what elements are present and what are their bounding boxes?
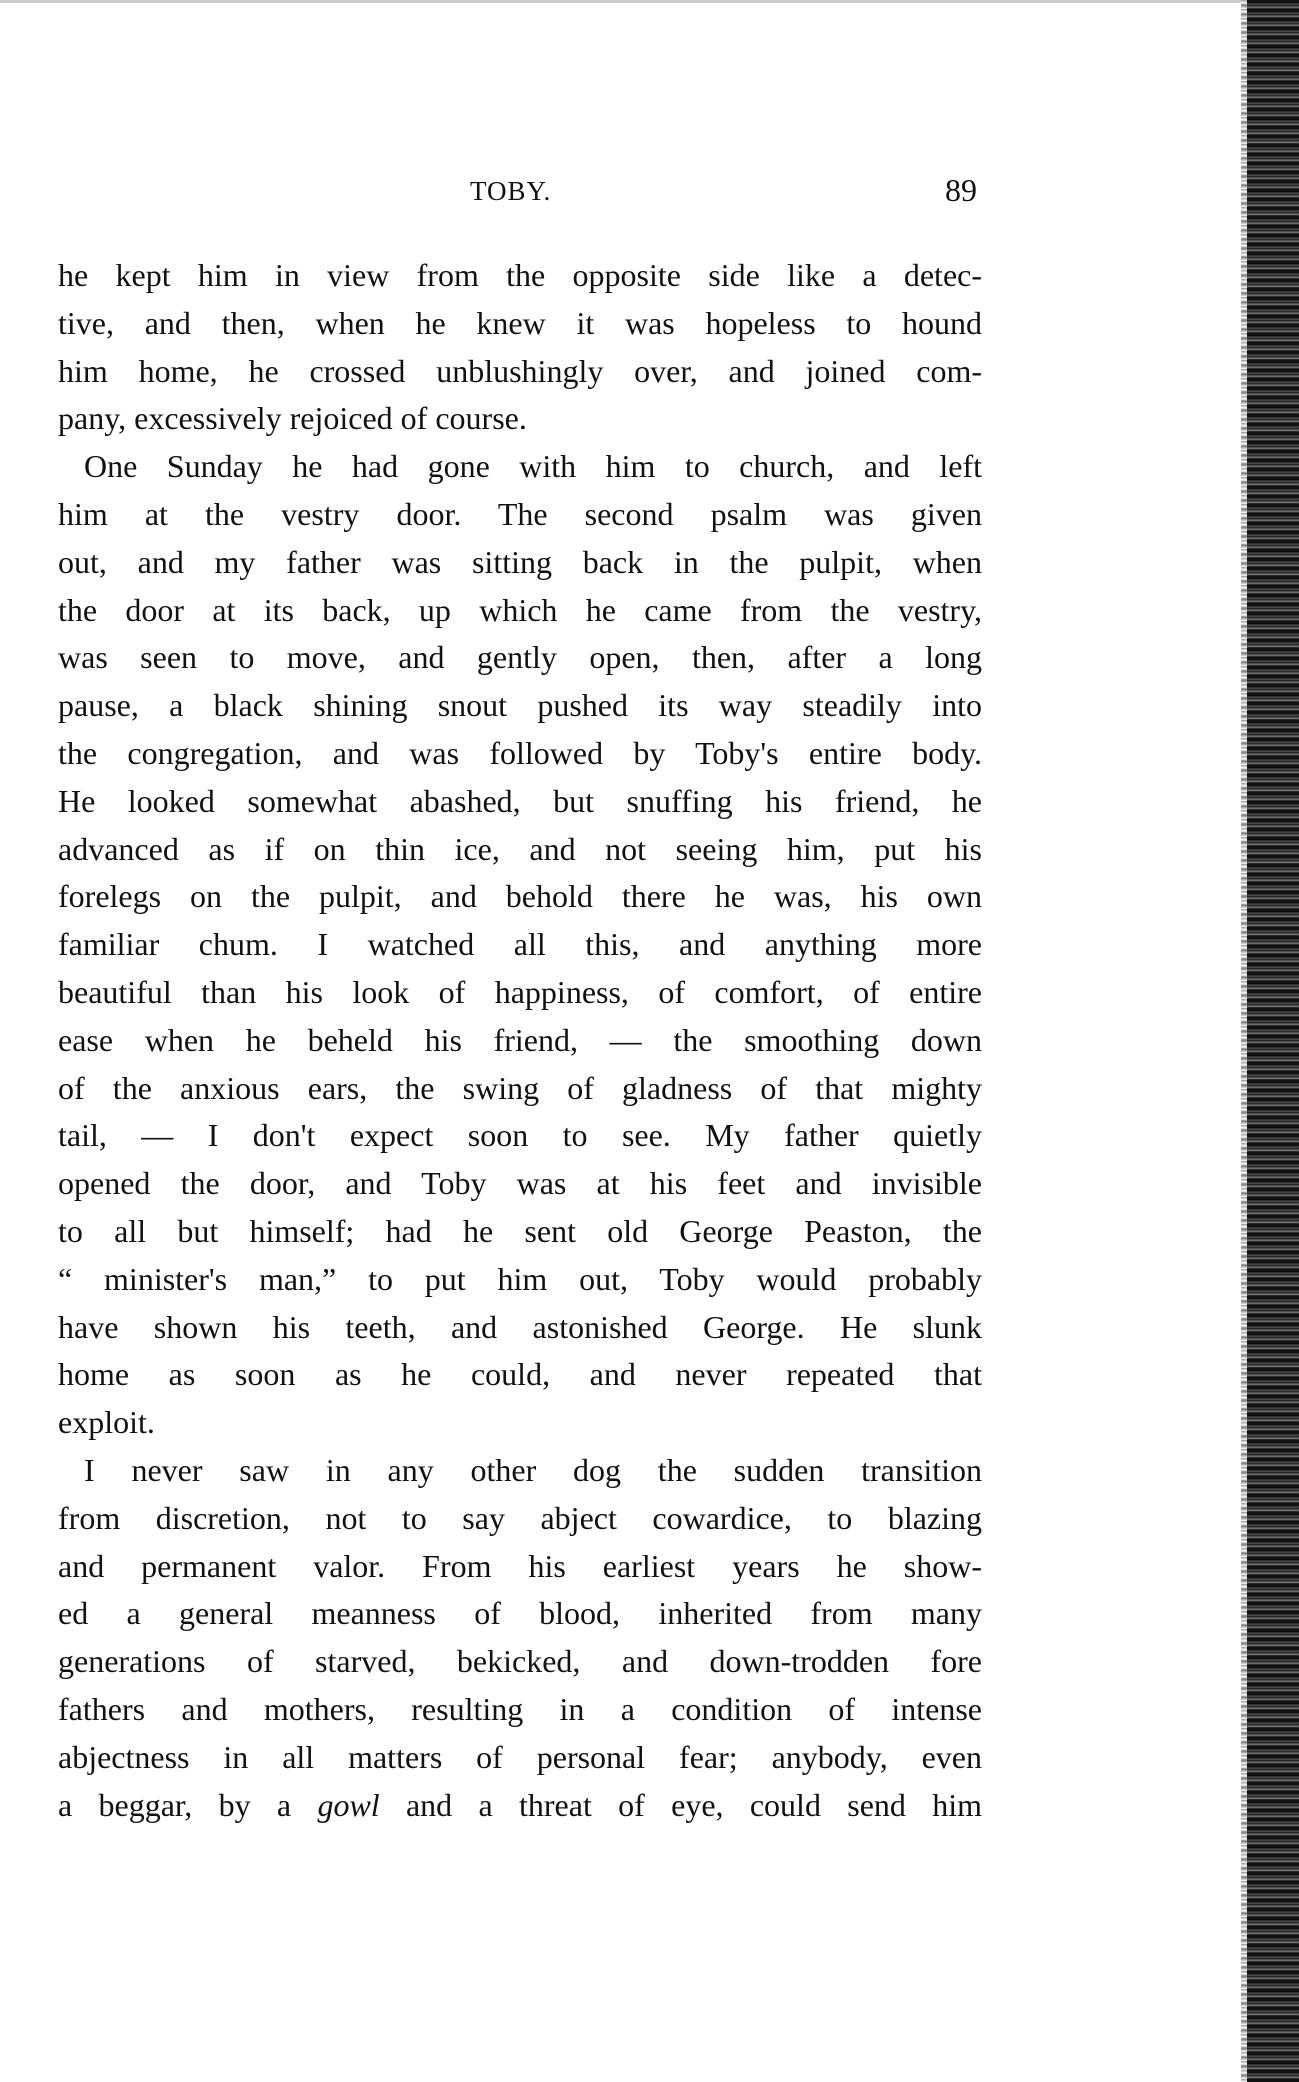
text-line-content: a beggar, by a (58, 1786, 318, 1823)
text-line-content: he kept him in view from the opposite side like a detec- (58, 257, 982, 293)
text-line-content: tail, — I don't expect soon to see. My father quietly (58, 1117, 982, 1154)
text-line (58, 443, 982, 491)
text-line-content: tive, and then, when he knew it was hopeless to hound (58, 304, 982, 341)
text-line-continuation: and a threat of eye, could send him (379, 1786, 983, 1823)
text-line (58, 1686, 982, 1734)
text-line-content: forelegs on the pulpit, and behold there he was, his own (58, 878, 982, 915)
text-line (58, 1017, 982, 1065)
text-line (58, 1065, 982, 1113)
text-line-content: him home, he crossed unblushingly over, and joined com- (58, 352, 982, 389)
text-line-content: abjectness in all matters of personal fear; anybody, even (58, 1738, 982, 1775)
text-line (58, 921, 982, 969)
text-line-content: opened the door, and Toby was at his feet and invisible (58, 1165, 982, 1202)
text-line-content: ed a general meanness of blood, inherited from many (58, 1595, 982, 1632)
text-line (58, 300, 982, 348)
text-line (58, 682, 982, 730)
text-line (58, 1543, 982, 1591)
text-line (58, 1351, 982, 1399)
text-line (58, 587, 982, 635)
text-line-content: One Sunday he had gone with him to church, and left (84, 448, 982, 485)
text-line-content: the door at its back, up which he came from the vestry, (58, 591, 982, 628)
text-line-content: the congregation, and was followed by Toby's entire body. (58, 734, 982, 771)
text-line (58, 730, 982, 778)
text-line-content: of the anxious ears, the swing of gladness of that mighty (58, 1069, 982, 1106)
text-line-content: and permanent valor. From his earliest years he show- (58, 1547, 982, 1584)
text-line (58, 1782, 982, 1830)
page-number: 89 (945, 172, 977, 208)
text-line (58, 634, 982, 682)
text-line-content: advanced as if on thin ice, and not seeing him, put his (58, 830, 982, 867)
text-line (58, 1638, 982, 1686)
text-line (58, 252, 982, 300)
text-line (58, 1590, 982, 1638)
running-title: TOBY. (470, 176, 552, 206)
text-line (58, 1447, 982, 1495)
text-line (58, 1304, 982, 1352)
text-line (58, 969, 982, 1017)
text-line (58, 1160, 982, 1208)
body-text (58, 252, 982, 1829)
text-line (58, 1208, 982, 1256)
text-line-content: familiar chum. I watched all this, and anything more (58, 926, 982, 963)
text-line-content: beautiful than his look of happiness, of comfort, of entire (58, 973, 982, 1010)
text-line-content: exploit. (58, 1404, 155, 1441)
text-line-content: home as soon as he could, and never repeated that (58, 1356, 982, 1393)
text-line-content: was seen to move, and gently open, then, after a long (58, 639, 982, 676)
text-line (58, 491, 982, 539)
running-header (0, 172, 1299, 216)
text-line (58, 1399, 982, 1447)
text-line-content: fathers and mothers, resulting in a condition of intense (58, 1690, 982, 1727)
italic-word: gowl (317, 1786, 380, 1823)
text-line-content: to all but himself; had he sent old George Peaston, the (58, 1212, 982, 1249)
text-line (58, 348, 982, 396)
text-line-content: pany, excessively rejoiced of course. (58, 400, 527, 437)
text-line (58, 395, 982, 443)
text-line (58, 1734, 982, 1782)
text-line-content: “ minister's man,” to put him out, Toby would probably (58, 1260, 982, 1297)
text-line (58, 539, 982, 587)
text-line-content: out, and my father was sitting back in the pulpit, when (58, 543, 982, 580)
text-line-content: generations of starved, bekicked, and down-trodden fore (58, 1643, 982, 1680)
book-binding (1247, 0, 1299, 2082)
text-line-content: from discretion, not to say abject cowardice, to blazing (58, 1499, 982, 1536)
text-line (58, 1256, 982, 1304)
text-line (58, 1495, 982, 1543)
text-line (58, 778, 982, 826)
text-line-content: pause, a black shining snout pushed its way steadily into (58, 687, 982, 724)
text-line (58, 1112, 982, 1160)
text-line (58, 826, 982, 874)
text-line (58, 873, 982, 921)
text-line-content: have shown his teeth, and astonished George. He slunk (58, 1308, 982, 1345)
text-line-content: ease when he beheld his friend, — the smoothing down (58, 1021, 982, 1058)
text-line-content: He looked somewhat abashed, but snuffing his friend, he (58, 782, 982, 819)
text-line-content: him at the vestry door. The second psalm was given (58, 495, 982, 532)
page-top-edge (0, 0, 1250, 3)
text-line-content: I never saw in any other dog the sudden transition (84, 1451, 982, 1488)
